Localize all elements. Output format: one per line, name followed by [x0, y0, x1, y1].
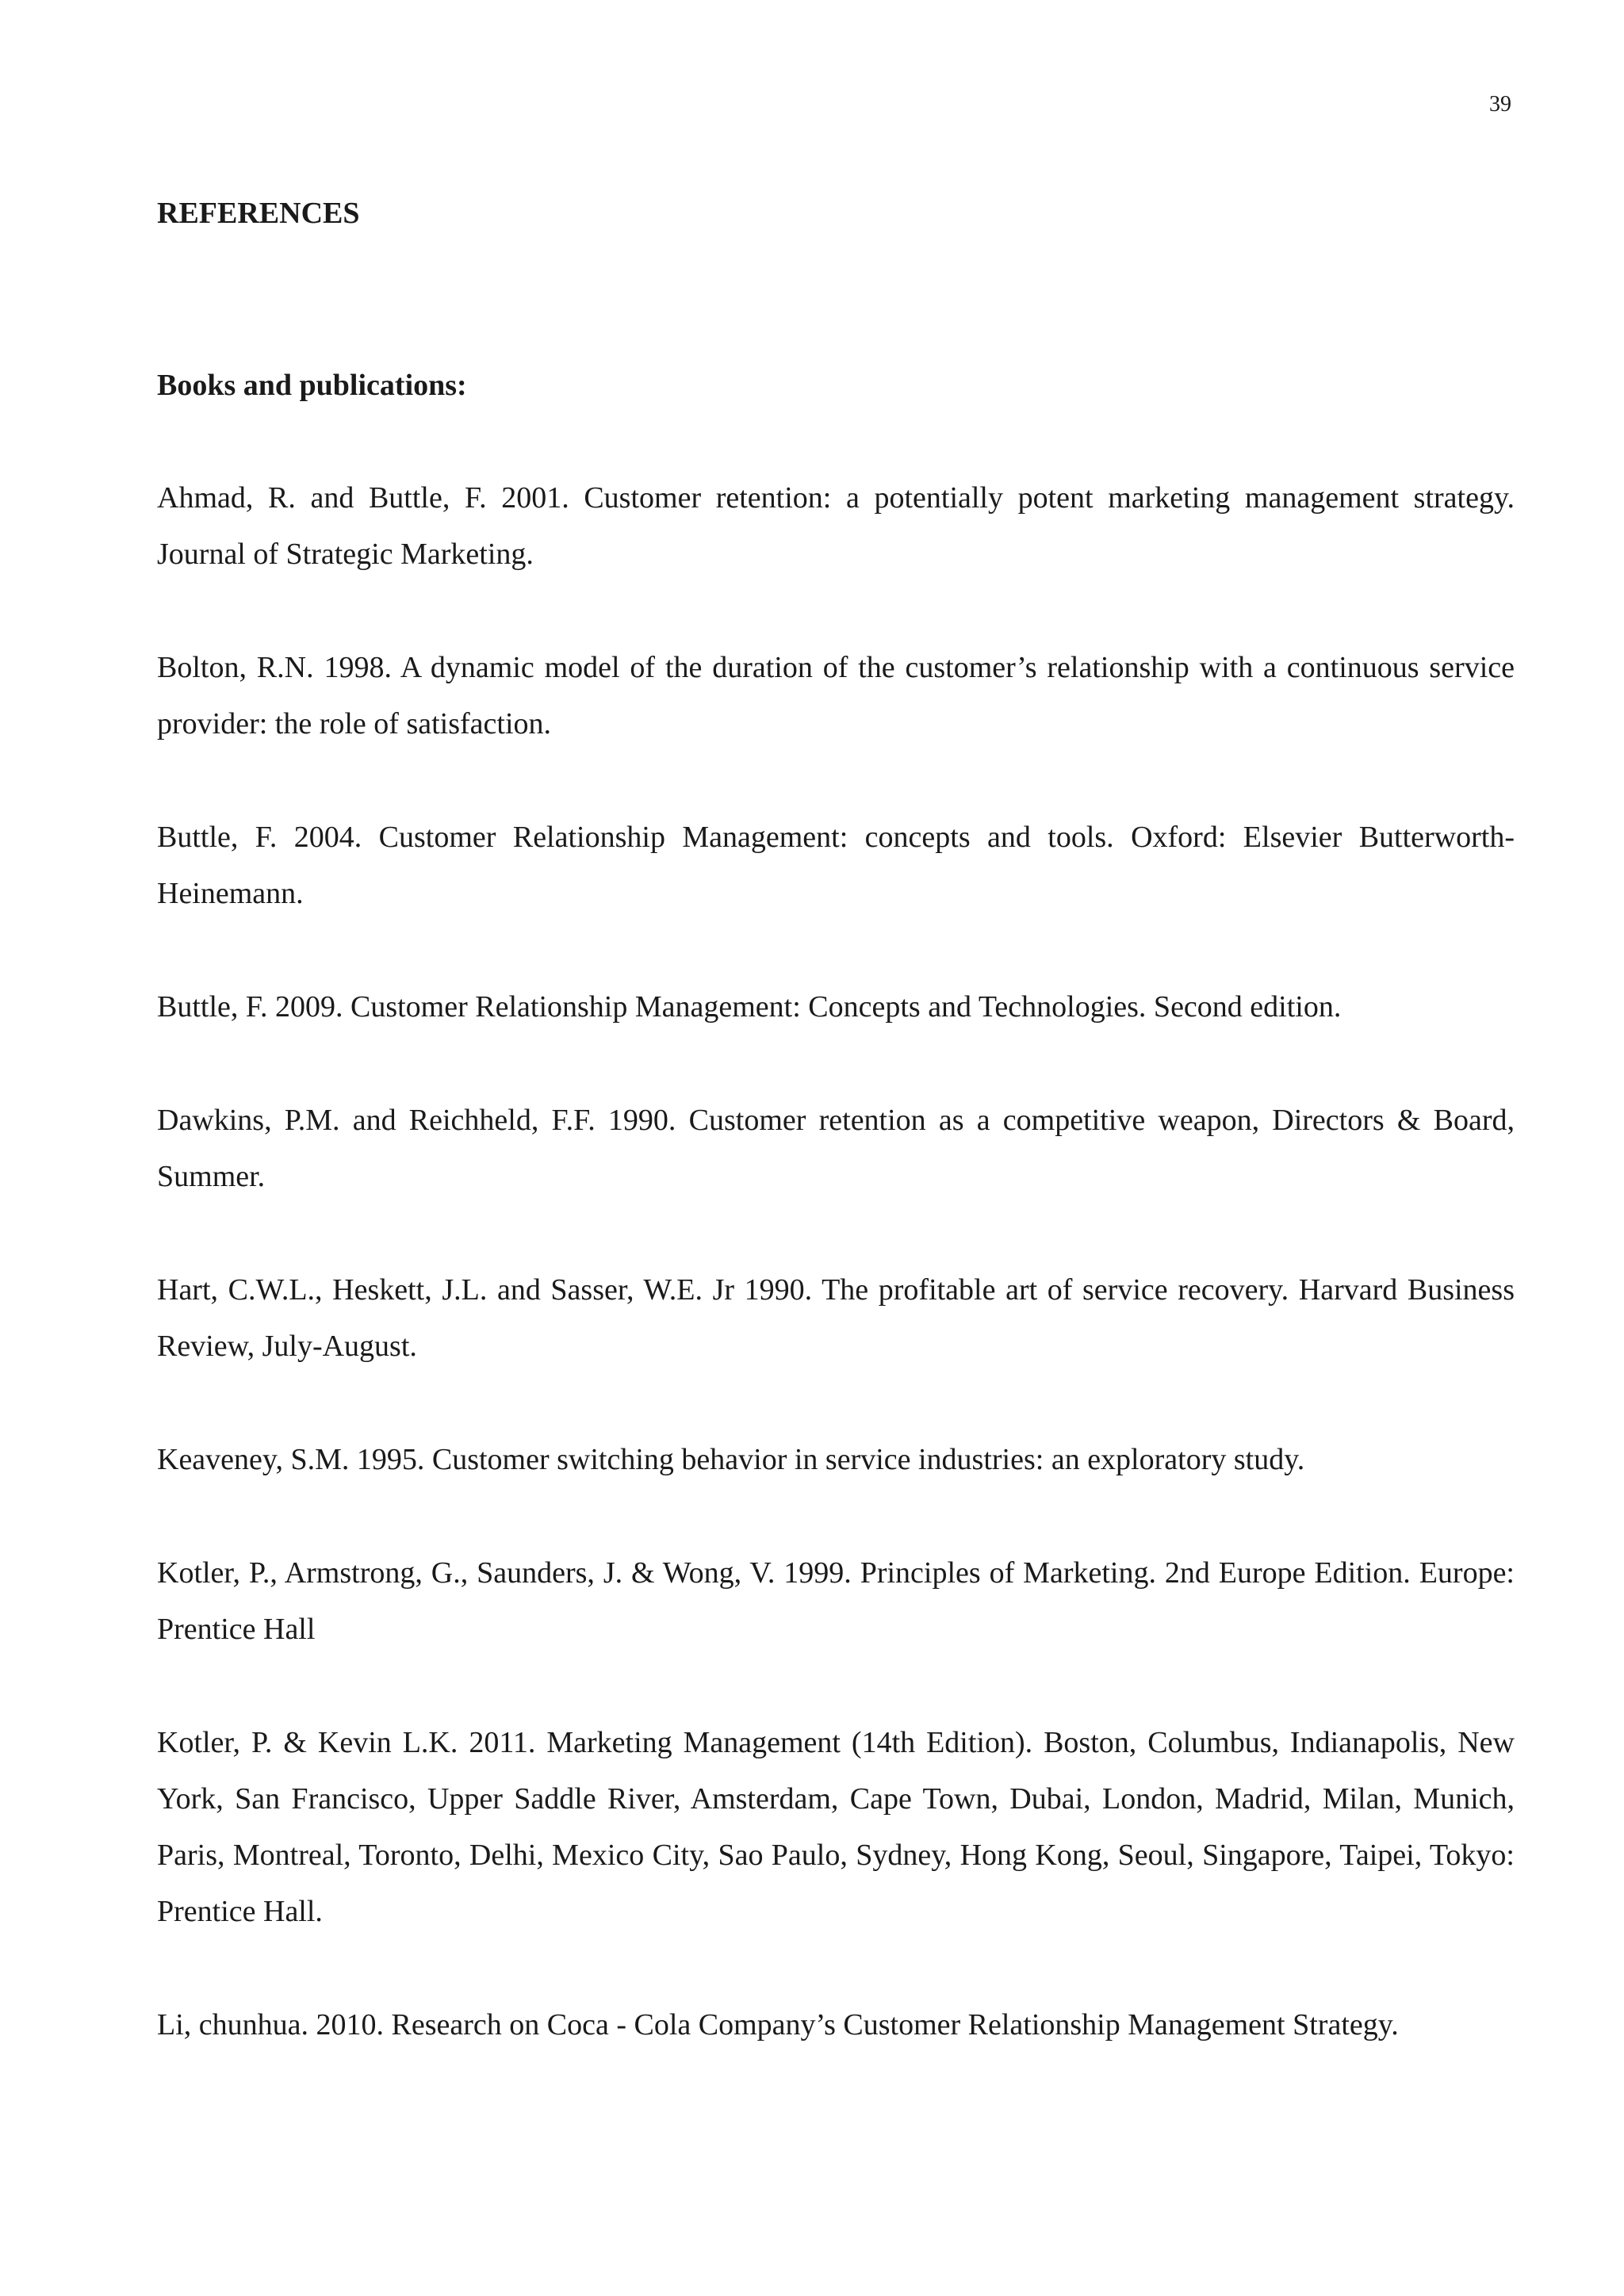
document-body — [157, 189, 1515, 2053]
reference-item: Dawkins, P.M. and Reichheld, F.F. 1990. Customer retention as a competitive weapon, Directors & Board, Summer. — [157, 1104, 1515, 1193]
reference-item: Buttle, F. 2009. Customer Relationship Management: Concepts and Technologies. Second edition. — [157, 990, 1342, 1024]
reference-item: Keaveney, S.M. 1995. Customer switching behavior in service industries: an exploratory study. — [157, 1443, 1305, 1476]
reference-item: Li, chunhua. 2010. Research on Coca - Cola Company’s Customer Relationship Management Strategy. — [157, 2008, 1399, 2042]
page-number: 39 — [1489, 92, 1511, 117]
reference-list — [157, 470, 1515, 2053]
reference-item: Kotler, P. & Kevin L.K. 2011. Marketing Management (14th Edition). Boston, Columbus, Indianapolis, New York, San Francisco, Upper Saddle River, Amsterdam, Cape Town, Dubai, London, Madrid, Milan, Munich, Paris, Montreal, Toronto, Delhi, Mexico City, Sao Paulo, Sydney, Hong Kong, Seoul, Singapore, Taipei, Tokyo: Prentice Hall. — [157, 1726, 1515, 1928]
reference-item: Bolton, R.N. 1998. A dynamic model of the duration of the customer’s relationship with a continuous service provider: the role of satisfaction. — [157, 651, 1515, 740]
reference-item: Kotler, P., Armstrong, G., Saunders, J. & Wong, V. 1999. Principles of Marketing. 2nd Europe Edition. Europe: Prentice Hall — [157, 1556, 1515, 1646]
page-title: REFERENCES — [157, 197, 360, 230]
section-heading: Books and publications: — [157, 369, 467, 402]
reference-item: Buttle, F. 2004. Customer Relationship Management: concepts and tools. Oxford: Elsevier Butterworth-Heinemann. — [157, 821, 1515, 910]
reference-item: Hart, C.W.L., Heskett, J.L. and Sasser, W.E. Jr 1990. The profitable art of service recovery. Harvard Business Review, July-August. — [157, 1273, 1515, 1363]
reference-item: Ahmad, R. and Buttle, F. 2001. Customer retention: a potentially potent marketing management strategy. Journal of Strategic Marketing. — [157, 481, 1515, 571]
